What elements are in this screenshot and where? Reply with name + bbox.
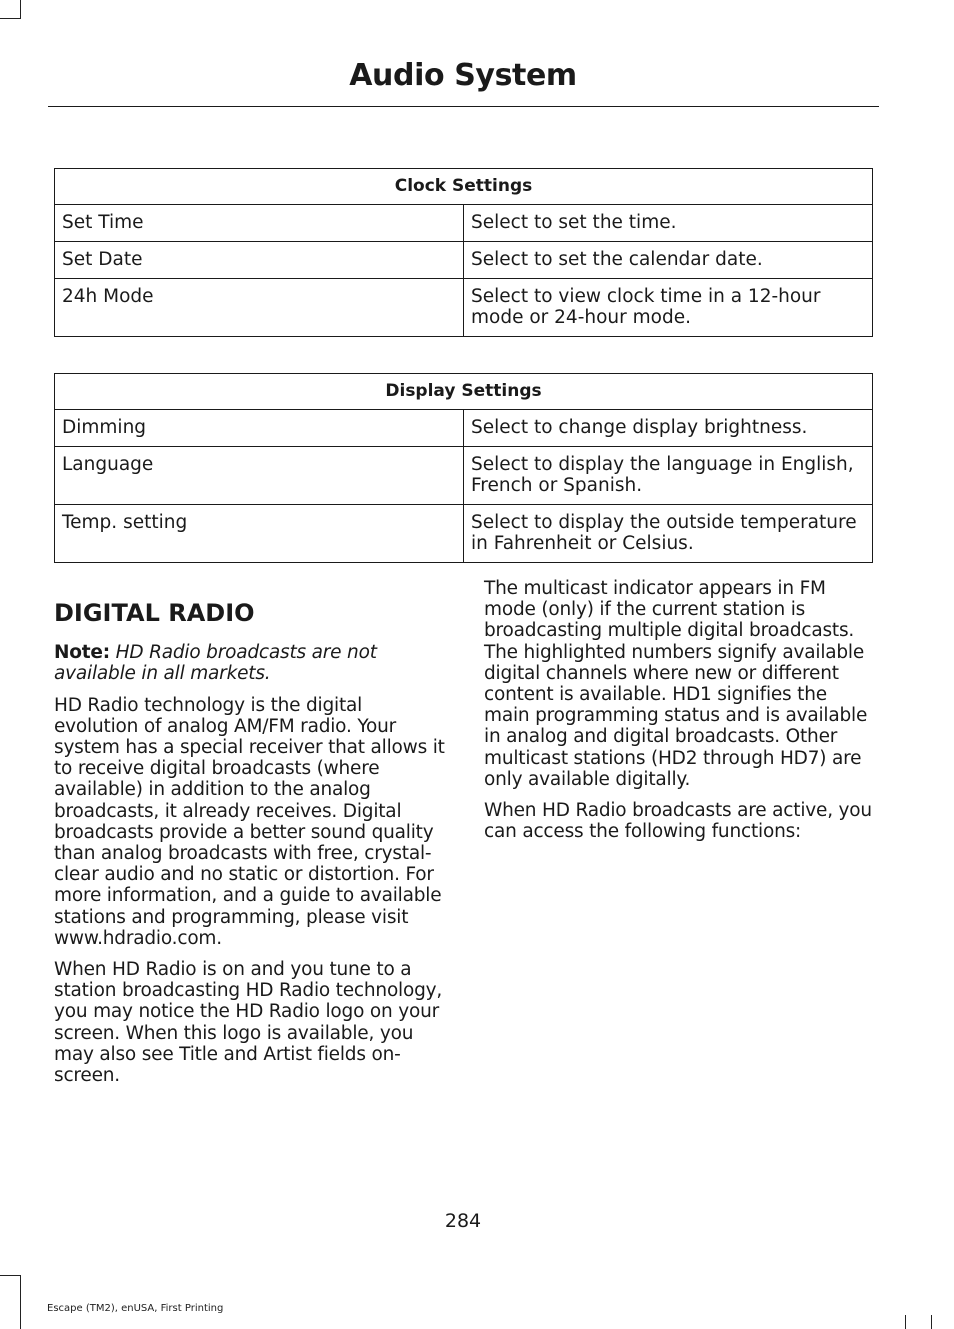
paragraph: HD Radio technology is the digital evolution of analog AM/FM radio. Your system has a special receiver that allows it to receive digital broadcasts (where available) in addition to the analog broadcasts, it already receives. Digital broadcasts provide a better sound quality than analog broadcasts with free, crystal-clear audio and no static or distortion. For more information, and a guide to available stations and programming, please visit www.hdradio.com.	[54, 694, 445, 949]
left-column	[54, 599, 446, 1096]
paragraph: When HD Radio is on and you tune to a station broadcasting HD Radio technology, you may notice the HD Radio logo on your screen. When this logo is available, you may also see Title and Artist fields on-screen.	[54, 959, 443, 1087]
right-column	[484, 578, 876, 852]
paragraph: When HD Radio broadcasts are active, you can access the following functions:	[484, 800, 872, 843]
edition-footer: Escape (TM2), enUSA, First Printing	[47, 1303, 224, 1314]
table-heading: Clock Settings	[55, 169, 873, 205]
note-label: Note:	[54, 642, 110, 664]
setting-name: Language	[55, 447, 464, 505]
setting-name: 24h Mode	[55, 279, 464, 337]
display-settings-table	[54, 373, 873, 563]
setting-description: Select to set the time.	[464, 205, 873, 242]
table-row	[55, 242, 873, 279]
setting-name: Set Time	[55, 205, 464, 242]
page-title: Audio System	[349, 58, 577, 93]
crop-mark	[20, 1315, 21, 1329]
table-row	[55, 505, 873, 563]
table-row	[55, 447, 873, 505]
table-row	[55, 279, 873, 337]
setting-description: Select to display the outside temperature in Fahrenheit or Celsius.	[464, 505, 873, 563]
table-row	[55, 410, 873, 447]
crop-mark	[0, 18, 20, 19]
setting-name: Dimming	[55, 410, 464, 447]
setting-description: Select to display the language in English, French or Spanish.	[464, 447, 873, 505]
crop-mark	[0, 1275, 20, 1276]
setting-name: Set Date	[55, 242, 464, 279]
table-row	[55, 205, 873, 242]
paragraph: The multicast indicator appears in FM mode (only) if the current station is broadcasting multiple digital broadcasts. The highlighted numbers signify available digital channels where new or different content is available. HD1 signifies the main programming status and is available in analog and digital broadcasts. Other multicast stations (HD2 through HD7) are only available digitally.	[484, 578, 868, 790]
table-heading: Display Settings	[55, 374, 873, 410]
crop-mark	[905, 1315, 906, 1329]
note-text: HD Radio broadcasts are not available in all markets.	[54, 642, 377, 685]
page-number: 284	[444, 1210, 482, 1232]
crop-mark	[20, 0, 21, 19]
setting-description: Select to view clock time in a 12-hour mode or 24-hour mode.	[464, 279, 873, 337]
setting-name: Temp. setting	[55, 505, 464, 563]
clock-settings-table	[54, 168, 873, 337]
setting-description: Select to set the calendar date.	[464, 242, 873, 279]
setting-description: Select to change display brightness.	[464, 410, 873, 447]
section-heading: DIGITAL RADIO	[54, 599, 255, 627]
title-divider	[48, 106, 879, 107]
note	[54, 642, 446, 684]
crop-mark	[931, 1315, 932, 1329]
